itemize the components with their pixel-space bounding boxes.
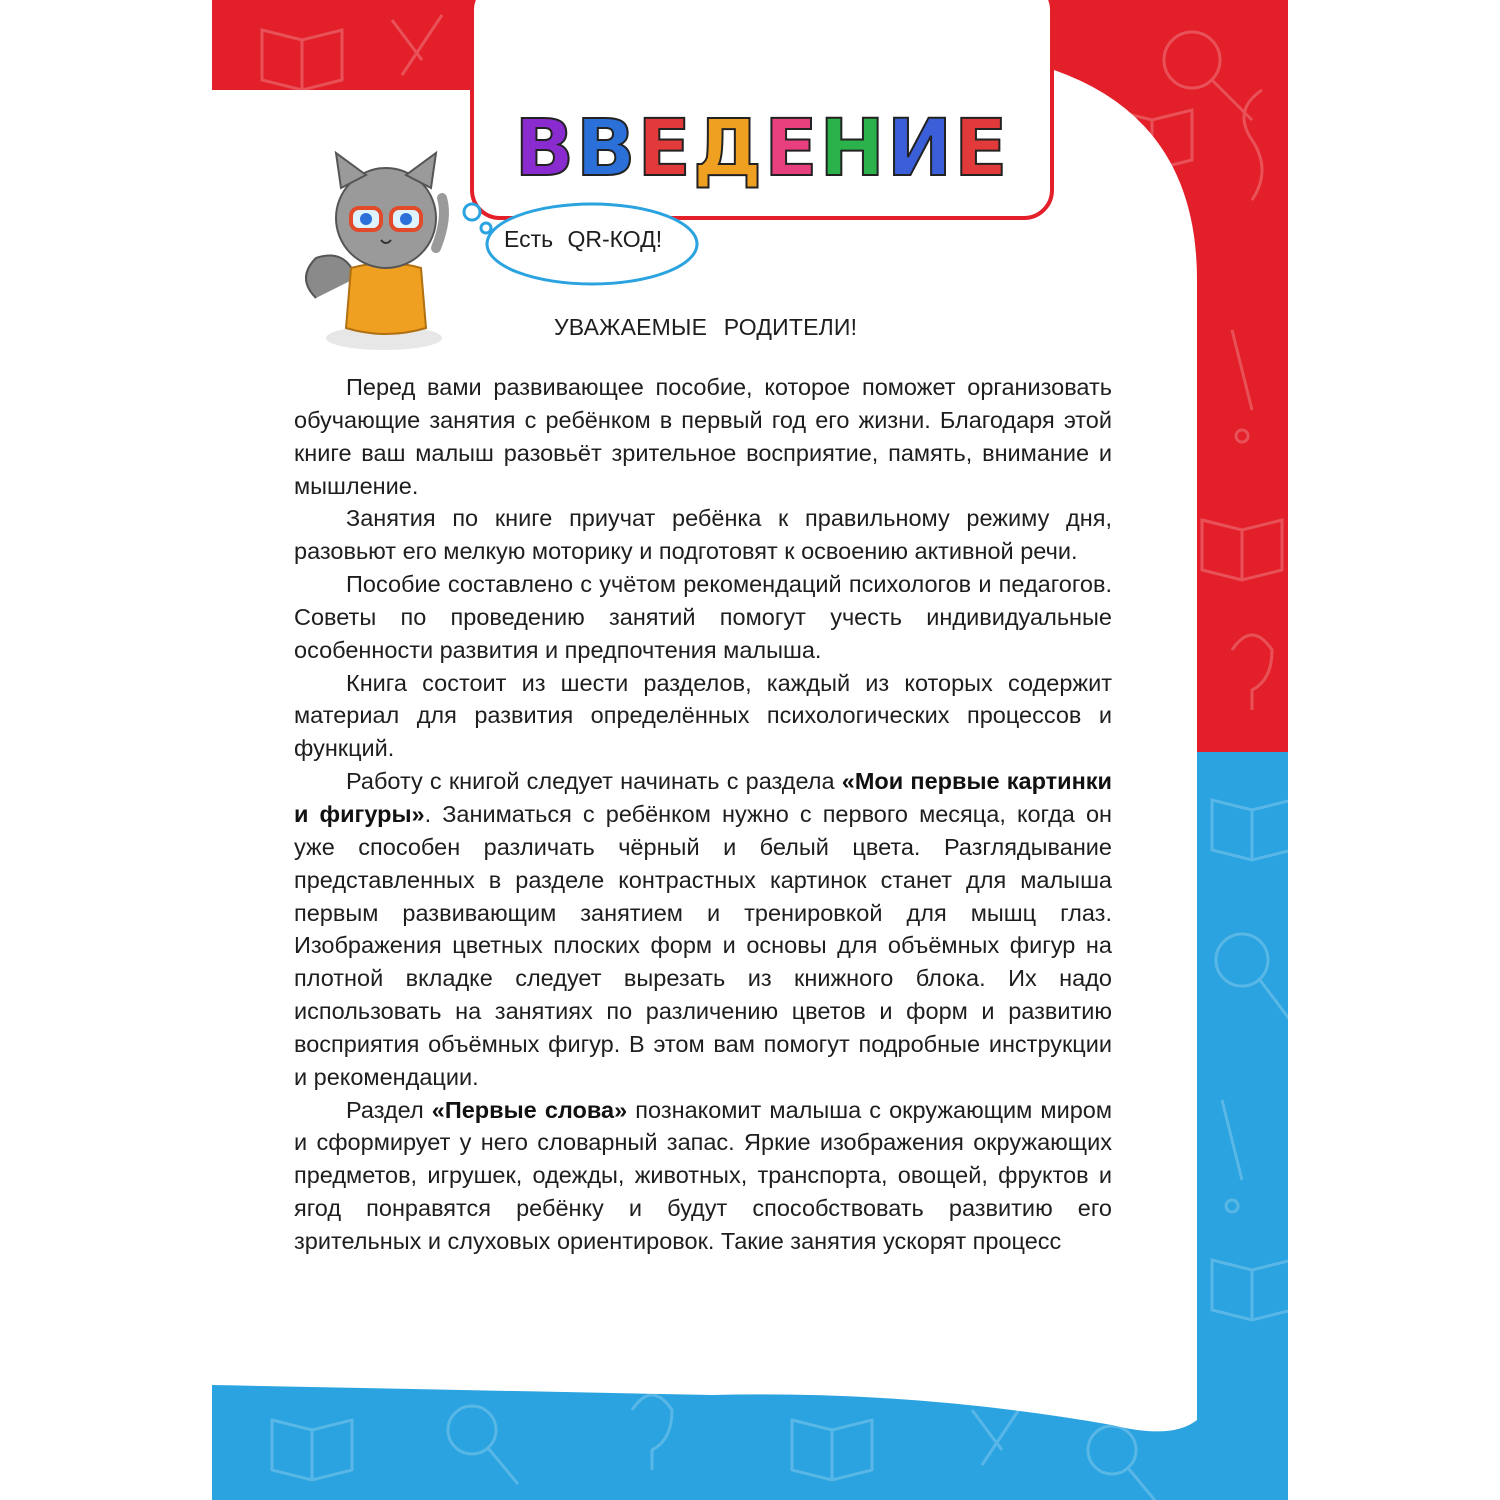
paragraph-text: познакомит малыша с окружающим миром и сформирует у него словарный запас. Яркие изображения окружающих предметов, игрушек, одежды, животных, транспорта, овощей, фруктов и ягод понравятся ребёнку и будут способствовать развитию его зрительных и слуховых ориентировок. Такие занятия ускорят процесс xyxy=(294,1096,1112,1254)
paragraph-text: Занятия по книге приучат ребёнка к правильному режиму дня, разовьют его мелкую моторику и подготовят к освоению активной речи. xyxy=(294,505,1112,565)
paragraph-text: . Заниматься с ребёнком нужно с первого месяца, когда он уже способен различать чёрный и белый цвета. Разглядывание представленных в разделе контрастных картинок станет для малыша первым развивающим занятием и тренировкой для мышц глаз. Изображения цветных плоских форм и основы для объёмных фигур на плотной вкладке следует вырезать из книжного блока. Их надо использовать на занятиях по различению цветов и форм и развитию восприятия объёмных фигур. В этом вам помогут подробные инструкции и рекомендации. xyxy=(294,800,1113,1090)
page-title xyxy=(514,100,1010,195)
body-paragraph xyxy=(294,765,1112,1093)
speech-bubble-text: Есть QR-КОД! xyxy=(504,226,663,252)
title-letter: Е xyxy=(764,104,820,194)
speech-bubble xyxy=(452,192,702,292)
title-letter: Д xyxy=(692,104,765,194)
title-text xyxy=(515,104,1010,194)
title-letter: В xyxy=(576,104,638,194)
title-letter: Е xyxy=(954,104,1010,194)
body-paragraph xyxy=(294,502,1112,568)
body-paragraph xyxy=(294,1094,1112,1258)
title-letter: Н xyxy=(819,104,887,194)
page-number: 3 xyxy=(1170,1382,1192,1424)
title-letter: В xyxy=(514,104,577,194)
body-text xyxy=(294,371,1112,1258)
greeting-heading: УВАЖАЕМЫЕ РОДИТЕЛИ! xyxy=(554,314,858,340)
section-name: «Первые слова» xyxy=(431,1096,628,1123)
body-paragraph xyxy=(294,568,1112,667)
book-page xyxy=(212,0,1288,1500)
paragraph-text: Книга состоит из шести разделов, каждый из которых содержит материал для развития определённых психологических процессов и функций. xyxy=(294,669,1112,762)
cat-mascot-illustration xyxy=(296,148,476,358)
paragraph-text: Работу с книгой следует начинать с раздела xyxy=(346,768,842,795)
title-lettering xyxy=(514,100,1010,195)
title-letter: И xyxy=(886,104,955,194)
title-letter: Е xyxy=(637,104,693,194)
paragraph-text: Пособие составлено с учётом рекомендаций психологов и педагогов. Советы по проведению занятий помогут учесть индивидуальные особенности развития и предпочтения малыша. xyxy=(294,571,1112,663)
paragraph-text: Перед вами развивающее пособие, которое поможет организовать обучающие занятия с ребёнком в первый год его жизни. Благодаря этой книге ваш малыш разовьёт зрительное восприятие, память, внимание и мышление. xyxy=(294,374,1112,499)
body-paragraph xyxy=(294,667,1112,766)
paragraph-text: Раздел xyxy=(346,1096,432,1123)
section-name: «Мои первые картинки и фигуры» xyxy=(294,768,1112,827)
body-paragraph xyxy=(294,371,1112,502)
